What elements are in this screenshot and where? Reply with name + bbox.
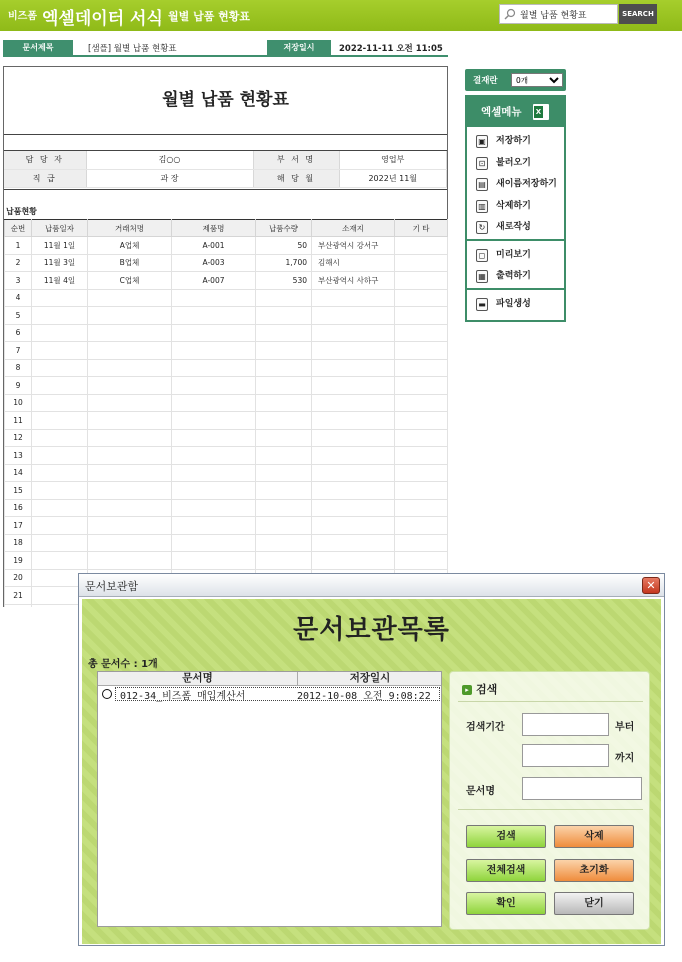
trash-icon: ▥	[476, 200, 488, 213]
table-cell[interactable]: 3	[5, 272, 32, 290]
section-label: 납품현황	[6, 207, 37, 216]
table-cell[interactable]	[88, 534, 172, 552]
excel-menu-header	[467, 97, 564, 127]
table-cell[interactable]	[32, 377, 88, 395]
table-cell[interactable]	[172, 499, 256, 517]
table-cell[interactable]	[32, 394, 88, 412]
table-cell[interactable]: 7	[5, 342, 32, 360]
table-row	[5, 254, 448, 272]
search-all-button[interactable]: 전체검색	[466, 859, 546, 882]
search-box	[499, 4, 618, 24]
column-header: 거래처명	[88, 220, 172, 237]
table-cell[interactable]	[172, 447, 256, 465]
table-cell[interactable]	[256, 342, 312, 360]
table-cell[interactable]	[256, 412, 312, 430]
close-icon[interactable]: ✕	[642, 577, 660, 594]
position-value[interactable]: 과 장	[86, 169, 253, 187]
table-cell[interactable]: 11월 4일	[32, 272, 88, 290]
table-cell[interactable]	[256, 307, 312, 325]
document-list[interactable]	[97, 671, 442, 927]
close-button[interactable]: 닫기	[554, 892, 634, 915]
table-cell[interactable]	[88, 499, 172, 517]
info-table	[4, 151, 447, 188]
table-cell[interactable]	[172, 359, 256, 377]
name-label: 문서명	[466, 786, 495, 797]
table-cell[interactable]	[32, 464, 88, 482]
table-cell[interactable]	[88, 482, 172, 500]
table-cell[interactable]	[88, 412, 172, 430]
table-cell[interactable]: B업체	[88, 254, 172, 272]
table-cell[interactable]	[88, 307, 172, 325]
position-label: 직 급	[4, 169, 86, 187]
table-cell[interactable]: 20	[5, 569, 32, 587]
search-title-text: 검색	[476, 683, 498, 696]
table-cell[interactable]: 5	[5, 307, 32, 325]
date-to-field[interactable]	[522, 744, 609, 767]
table-cell[interactable]	[88, 394, 172, 412]
arrow-icon: ▸	[462, 685, 472, 695]
menu-item-label: 출력하기	[496, 271, 531, 281]
table-cell[interactable]: 13	[5, 447, 32, 465]
col-doc-name[interactable]: 문서명	[98, 672, 298, 685]
table-cell[interactable]	[88, 447, 172, 465]
divider	[458, 809, 643, 810]
table-cell[interactable]	[395, 482, 448, 500]
table-cell[interactable]	[256, 482, 312, 500]
table-cell[interactable]	[256, 464, 312, 482]
menu-item-print[interactable]	[467, 266, 564, 288]
table-cell[interactable]: 530	[256, 272, 312, 290]
table-cell[interactable]	[312, 342, 395, 360]
table-cell[interactable]: 18	[5, 534, 32, 552]
item-date: 2012-10-08 오전 9:08:22	[297, 691, 431, 702]
preview-icon: ◻	[476, 249, 488, 262]
new-doc-icon: ↻	[476, 221, 488, 234]
doc-info-bar	[3, 40, 448, 57]
list-header	[98, 672, 441, 686]
table-cell[interactable]	[395, 517, 448, 535]
table-cell[interactable]: 12	[5, 429, 32, 447]
ok-button[interactable]: 확인	[466, 892, 546, 915]
table-cell[interactable]: 4	[5, 289, 32, 307]
table-cell[interactable]	[256, 429, 312, 447]
table-cell[interactable]	[256, 377, 312, 395]
table-cell[interactable]	[172, 517, 256, 535]
table-cell[interactable]	[395, 447, 448, 465]
table-row	[5, 394, 448, 412]
menu-item-open[interactable]	[467, 153, 564, 175]
from-suffix: 부터	[615, 722, 635, 733]
search-panel-title	[462, 681, 497, 697]
table-cell[interactable]	[32, 447, 88, 465]
table-row	[5, 289, 448, 307]
to-suffix: 까지	[615, 753, 635, 764]
table-cell[interactable]	[395, 272, 448, 290]
menu-item-save-as[interactable]	[467, 174, 564, 196]
table-cell[interactable]	[172, 482, 256, 500]
table-cell[interactable]: 6	[5, 324, 32, 342]
table-cell[interactable]	[32, 534, 88, 552]
table-cell[interactable]: 부산광역시 강서구	[312, 237, 395, 255]
column-header: 제품명	[172, 220, 256, 237]
table-cell[interactable]	[395, 342, 448, 360]
table-cell[interactable]: 21	[5, 587, 32, 605]
table-cell[interactable]	[88, 359, 172, 377]
table-row	[5, 464, 448, 482]
table-row	[5, 499, 448, 517]
doc-date-value: 2022-11-11 오전 11:05	[339, 44, 443, 54]
table-cell[interactable]: A-003	[172, 254, 256, 272]
table-cell[interactable]	[256, 359, 312, 377]
table-cell[interactable]	[172, 394, 256, 412]
table-cell[interactable]: 11월 1일	[32, 237, 88, 255]
doc-date-label: 저장일시	[267, 40, 331, 56]
table-cell[interactable]	[395, 377, 448, 395]
table-cell[interactable]	[88, 324, 172, 342]
table-cell[interactable]	[172, 342, 256, 360]
delete-button[interactable]: 삭제	[554, 825, 634, 848]
menu-item-label: 삭제하기	[496, 200, 531, 211]
table-cell[interactable]	[256, 517, 312, 535]
table-cell[interactable]	[312, 307, 395, 325]
dept-label: 부 서 명	[253, 151, 339, 169]
table-cell[interactable]: 2	[5, 254, 32, 272]
table-cell[interactable]	[395, 412, 448, 430]
table-cell[interactable]	[256, 324, 312, 342]
table-cell[interactable]	[32, 499, 88, 517]
table-cell[interactable]	[312, 464, 395, 482]
menu-item-label: 파일생성	[496, 298, 531, 309]
top-bar	[0, 0, 682, 31]
column-header: 기 타	[395, 220, 448, 237]
table-cell[interactable]	[172, 552, 256, 570]
table-cell[interactable]	[172, 412, 256, 430]
table-cell[interactable]	[395, 499, 448, 517]
table-cell[interactable]: 14	[5, 464, 32, 482]
sheet-edge	[0, 607, 78, 627]
menu-item-label: 불러오기	[496, 157, 531, 168]
column-header: 소재지	[312, 220, 395, 237]
table-cell[interactable]	[256, 447, 312, 465]
reset-button[interactable]: 초기화	[554, 859, 634, 882]
table-cell[interactable]	[32, 482, 88, 500]
open-icon: ⊡	[476, 157, 488, 170]
menu-item-label: 미리보기	[496, 249, 531, 260]
topbar-page-title: 월별 납품 현황표	[168, 10, 251, 23]
table-cell[interactable]: A-001	[172, 237, 256, 255]
table-row	[5, 447, 448, 465]
table-cell[interactable]	[32, 429, 88, 447]
excel-menu	[465, 95, 566, 322]
table-cell[interactable]	[88, 429, 172, 447]
table-cell[interactable]: A-007	[172, 272, 256, 290]
table-cell[interactable]	[172, 307, 256, 325]
dialog-body	[82, 599, 661, 944]
table-cell[interactable]	[312, 324, 395, 342]
divider	[458, 701, 643, 702]
doc-title-label: 문서제목	[3, 40, 73, 56]
table-cell[interactable]	[395, 237, 448, 255]
dialog-titlebar[interactable]	[79, 574, 664, 597]
table-cell[interactable]	[312, 412, 395, 430]
excel-icon: X	[533, 104, 549, 120]
table-cell[interactable]	[256, 394, 312, 412]
menu-item-trash[interactable]	[467, 196, 564, 218]
table-cell[interactable]	[312, 377, 395, 395]
table-cell[interactable]: 50	[256, 237, 312, 255]
table-cell[interactable]	[395, 534, 448, 552]
table-cell[interactable]	[256, 552, 312, 570]
table-cell[interactable]: 1,700	[256, 254, 312, 272]
approval-select[interactable]	[511, 73, 563, 87]
table-row	[5, 517, 448, 535]
table-cell[interactable]	[88, 377, 172, 395]
table-cell[interactable]	[312, 289, 395, 307]
table-cell[interactable]	[312, 517, 395, 535]
table-row	[5, 552, 448, 570]
list-item[interactable]	[98, 687, 441, 701]
menu-item-label: 새이름저장하기	[496, 179, 557, 189]
table-cell[interactable]	[172, 289, 256, 307]
month-label: 해 당 월	[253, 169, 339, 187]
table-cell[interactable]	[172, 464, 256, 482]
manager-label: 담 당 자	[4, 151, 86, 169]
table-cell[interactable]	[172, 534, 256, 552]
menu-item-preview[interactable]	[467, 245, 564, 267]
table-cell[interactable]	[312, 429, 395, 447]
table-cell[interactable]	[312, 552, 395, 570]
table-row	[5, 342, 448, 360]
search-icon	[504, 8, 516, 20]
table-cell[interactable]	[88, 552, 172, 570]
doc-name-field[interactable]	[522, 777, 642, 800]
spreadsheet-sheet	[3, 66, 448, 626]
table-cell[interactable]: 11	[5, 412, 32, 430]
col-save-date[interactable]: 저장일시	[349, 672, 391, 684]
menu-item-save[interactable]	[467, 131, 564, 153]
table-cell[interactable]: A업체	[88, 237, 172, 255]
table-row	[5, 272, 448, 290]
table-cell[interactable]	[312, 394, 395, 412]
column-header: 납품수량	[256, 220, 312, 237]
sheet-title: 월별 납품 현황표	[162, 90, 289, 110]
table-row	[5, 429, 448, 447]
table-cell[interactable]: 8	[5, 359, 32, 377]
table-row	[5, 377, 448, 395]
table-cell[interactable]	[395, 394, 448, 412]
print-icon: ▦	[476, 270, 488, 283]
dialog-heading: 문서보관목록	[293, 615, 450, 645]
table-cell[interactable]	[172, 429, 256, 447]
table-cell[interactable]	[88, 517, 172, 535]
doc-title-value: [샘플] 월별 납품 현황표	[88, 44, 177, 54]
table-cell[interactable]	[256, 534, 312, 552]
table-cell[interactable]	[395, 552, 448, 570]
table-cell[interactable]: 17	[5, 517, 32, 535]
search-input[interactable]	[520, 7, 614, 21]
table-cell[interactable]	[312, 359, 395, 377]
table-cell[interactable]	[395, 429, 448, 447]
table-cell[interactable]	[32, 552, 88, 570]
save-as-icon: ▤	[476, 178, 488, 191]
column-header: 순번	[5, 220, 32, 237]
table-row	[5, 534, 448, 552]
table-cell[interactable]: C업체	[88, 272, 172, 290]
table-row	[5, 324, 448, 342]
dialog-title: 문서보관함	[85, 580, 139, 593]
save-icon: ▣	[476, 135, 488, 148]
table-row	[5, 307, 448, 325]
table-cell[interactable]: 10	[5, 394, 32, 412]
table-cell[interactable]	[88, 289, 172, 307]
logo-small: 비즈폼	[8, 11, 37, 22]
table-row	[5, 482, 448, 500]
delivery-table	[4, 219, 448, 622]
table-row	[5, 359, 448, 377]
folder-icon: ▬	[476, 298, 488, 311]
table-cell[interactable]	[256, 289, 312, 307]
table-cell[interactable]	[395, 307, 448, 325]
table-cell[interactable]	[32, 359, 88, 377]
table-cell[interactable]	[32, 289, 88, 307]
search-button[interactable]: 검색	[466, 825, 546, 848]
column-header: 납품일자	[32, 220, 88, 237]
date-from-field[interactable]	[522, 713, 609, 736]
table-cell[interactable]	[172, 324, 256, 342]
radio-button[interactable]	[102, 689, 112, 699]
table-cell[interactable]	[256, 499, 312, 517]
menu-item-folder[interactable]	[467, 294, 564, 316]
table-cell[interactable]	[312, 499, 395, 517]
table-cell[interactable]	[88, 342, 172, 360]
table-cell[interactable]: 1	[5, 237, 32, 255]
table-cell[interactable]	[32, 342, 88, 360]
table-cell[interactable]	[395, 254, 448, 272]
table-cell[interactable]	[395, 289, 448, 307]
document-count: 총 문서수 : 1개	[88, 659, 158, 670]
approval-label: 결재란	[473, 76, 498, 86]
manager-value[interactable]: 김○○	[86, 151, 253, 169]
table-cell[interactable]	[32, 324, 88, 342]
menu-item-new-doc[interactable]	[467, 217, 564, 239]
approval-bar	[465, 69, 566, 91]
table-cell[interactable]: 부산광역시 사하구	[312, 272, 395, 290]
table-cell[interactable]	[32, 307, 88, 325]
table-cell[interactable]	[312, 447, 395, 465]
table-cell[interactable]	[32, 517, 88, 535]
menu-item-label: 새로작성	[496, 222, 531, 232]
item-name: 012-34_비즈폼 매입계산서	[120, 691, 246, 702]
table-cell[interactable]	[32, 412, 88, 430]
table-cell[interactable]	[395, 464, 448, 482]
table-cell[interactable]	[172, 377, 256, 395]
period-label: 검색기간	[466, 722, 505, 733]
divider	[4, 134, 447, 135]
table-cell[interactable]: 김해시	[312, 254, 395, 272]
table-cell[interactable]: 15	[5, 482, 32, 500]
divider	[4, 189, 447, 190]
table-cell[interactable]: 16	[5, 499, 32, 517]
dept-value[interactable]: 영업부	[339, 151, 447, 169]
search-panel	[449, 671, 650, 930]
logo-main[interactable]: 엑셀데이터 서식	[42, 9, 163, 29]
table-row	[5, 237, 448, 255]
table-cell[interactable]	[312, 534, 395, 552]
table-cell[interactable]: 11월 3일	[32, 254, 88, 272]
search-button[interactable]: SEARCH	[619, 4, 657, 24]
document-archive-dialog	[78, 573, 665, 946]
excel-menu-title: 엑셀메뉴	[481, 106, 522, 118]
table-cell[interactable]	[88, 464, 172, 482]
menu-item-label: 저장하기	[496, 136, 531, 146]
table-cell[interactable]	[312, 482, 395, 500]
table-cell[interactable]	[395, 359, 448, 377]
table-row	[5, 412, 448, 430]
month-value[interactable]: 2022년 11월	[339, 169, 447, 187]
table-cell[interactable]: 19	[5, 552, 32, 570]
table-cell[interactable]: 9	[5, 377, 32, 395]
table-cell[interactable]	[395, 324, 448, 342]
